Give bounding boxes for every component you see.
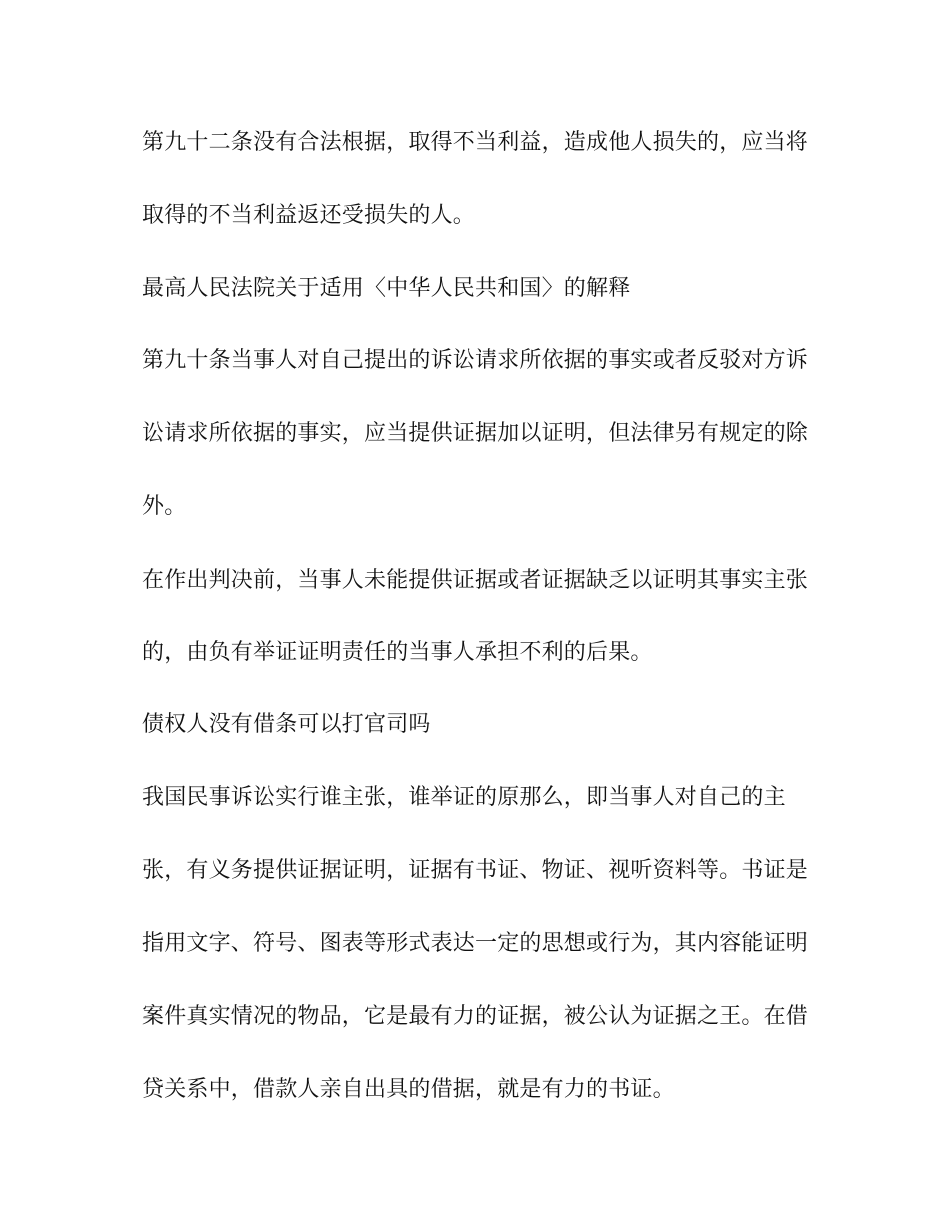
- text-line-8: 的，由负有举证证明责任的当事人承担不利的后果。: [142, 640, 653, 665]
- section-heading-judicial-interpretation: 最高人民法院关于适用〈中华人民共和国〉的解释: [142, 276, 631, 301]
- text-line-13: 案件真实情况的物品，它是最有力的证据，被公认为证据之王。在借: [142, 1004, 809, 1029]
- text-line-11: 张，有义务提供证据证明，证据有书证、物证、视听资料等。书证是: [142, 858, 809, 883]
- text-line-6: 外。: [142, 494, 187, 519]
- text-line-10: 我国民事诉讼实行谁主张，谁举证的原那么，即当事人对自己的主: [142, 785, 786, 810]
- text-line-12: 指用文字、符号、图表等形式表达一定的思想或行为，其内容能证明: [142, 931, 809, 956]
- text-line-4: 第九十条当事人对自己提出的诉讼请求所依据的事实或者反驳对方诉: [142, 348, 809, 373]
- text-line-2: 取得的不当利益返还受损失的人。: [142, 203, 476, 228]
- text-line-14: 贷关系中，借款人亲自出具的借据，就是有力的书证。: [142, 1077, 675, 1102]
- text-line-1: 第九十二条没有合法根据，取得不当利益，造成他人损失的，应当将: [142, 130, 809, 155]
- text-line-7: 在作出判决前，当事人未能提供证据或者证据缺乏以证明其事实主张: [142, 568, 809, 593]
- section-heading-iou-lawsuit: 债权人没有借条可以打官司吗: [142, 712, 431, 737]
- text-line-5: 讼请求所依据的事实，应当提供证据加以证明，但法律另有规定的除: [142, 421, 809, 446]
